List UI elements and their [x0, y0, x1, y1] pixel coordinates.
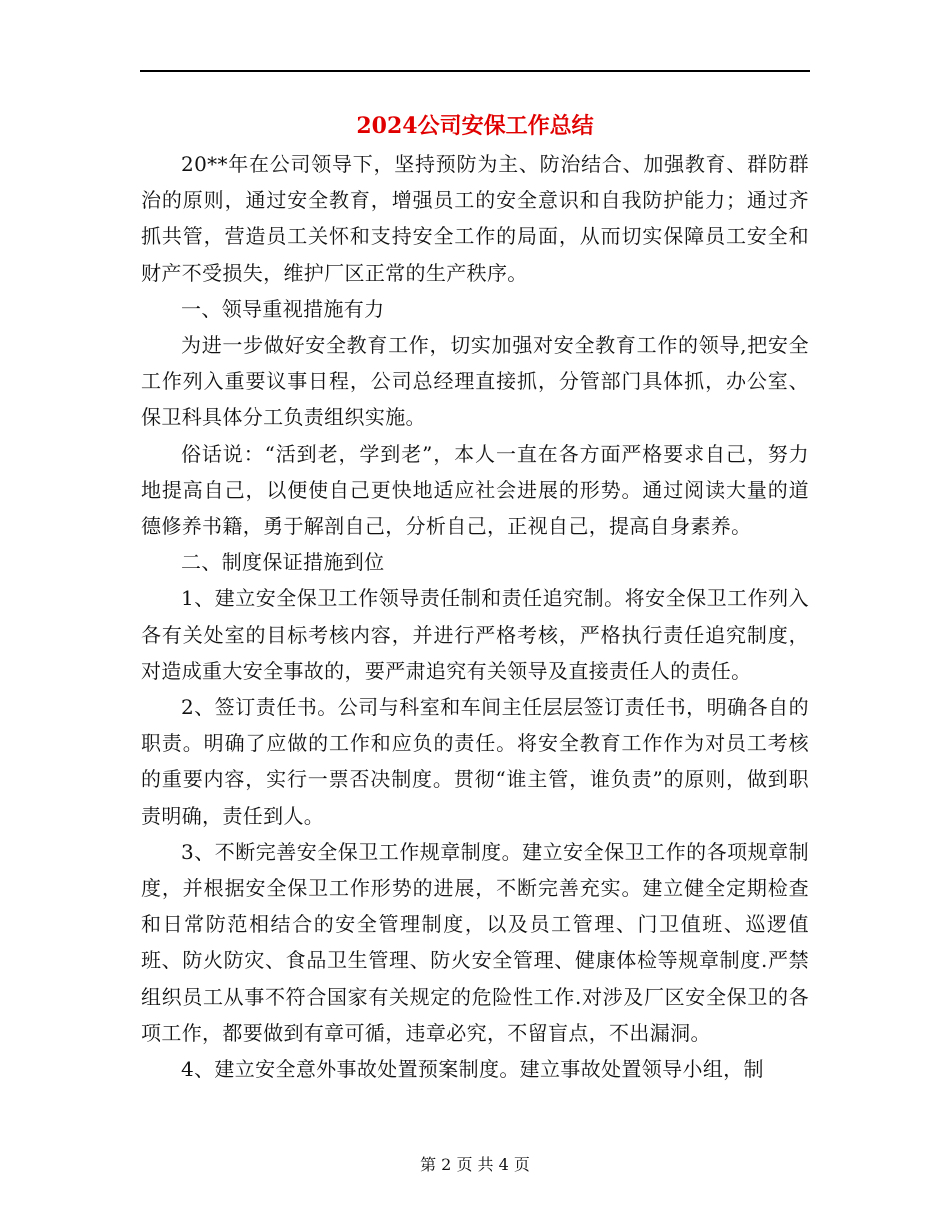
paragraph-intro: 20**年在公司领导下，坚持预防为主、防治结合、加强教育、群防群治的原则，通过安全教育，增强员工的安全意识和自我防护能力；通过齐抓共管，营造员工关怀和支持安全工作的局面，从而切实保障员工安全和财产不受损失，维护厂区正常的生产秩序。 [141, 152, 809, 285]
paragraph-item-4: 4、建立安全意外事故处置预案制度。建立事故处置领导小组，制 [181, 1057, 764, 1082]
paragraph-item-3: 3、不断完善安全保卫工作规章制度。建立安全保卫工作的各项规章制度，并根据安全保卫工作形势的进展，不断完善充实。建立健全定期检查和日常防范相结合的安全管理制度，以及员工管理、门卫值班、巡逻值班、防火防灾、食品卫生管理、防火安全管理、健康体检等规章制度.严禁组织员工从事不符合国家有关规定的危险性工作.对涉及厂区安全保卫的各项工作，都要做到有章可循，违章必究，不留盲点，不出漏洞。 [141, 839, 809, 1045]
paragraph-leadership: 为进一步做好安全教育工作，切实加强对安全教育工作的领导,把安全工作列入重要议事日程，公司总经理直接抓，分管部门具体抓，办公室、保卫科具体分工负责组织实施。 [141, 333, 809, 430]
paragraph-item-2: 2、签订责任书。公司与科室和车间主任层层签订责任书，明确各自的职责。明确了应做的工作和应负的责任。将安全教育工作作为对员工考核的重要内容，实行一票否决制度。贯彻“谁主管，谁负责”的原则，做到职责明确，责任到人。 [141, 695, 809, 828]
section-heading-2: 二、制度保证措施到位 [181, 550, 385, 575]
paragraph-self-improvement: 俗话说：“活到老，学到老”，本人一直在各方面严格要求自己，努力地提高自己，以便使自己更快地适应社会进展的形势。通过阅读大量的道德修养书籍，勇于解剖自己，分析自己，正视自己，提高自身素养。 [141, 441, 809, 539]
section-heading-1: 一、领导重视措施有力 [181, 296, 385, 321]
page-footer: 第 2 页 共 4 页 [420, 1155, 530, 1174]
header-rule [140, 70, 810, 72]
paragraph-item-1: 1、建立安全保卫工作领导责任制和责任追究制。将安全保卫工作列入各有关处室的目标考核内容，并进行严格考核，严格执行责任追究制度，对造成重大安全事故的，要严肃追究有关领导及直接责任人的责任。 [141, 586, 809, 683]
document-title: 2024公司安保工作总结 [356, 113, 594, 139]
document-body [141, 146, 809, 1087]
